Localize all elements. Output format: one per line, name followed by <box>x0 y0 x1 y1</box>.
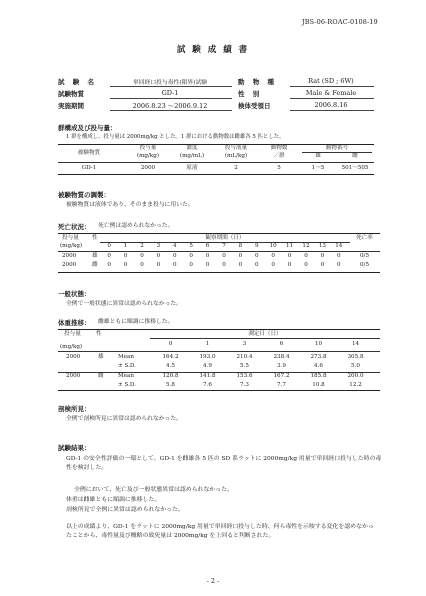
death-day-header: 10 <box>269 243 277 249</box>
weight-row-stat: Mean <box>118 354 134 360</box>
death-row-rate: 0/5 <box>360 262 370 268</box>
weight-row-value: 4.9 <box>203 362 212 369</box>
weight-row-value: 5.5 <box>240 362 249 369</box>
animal-value: Rat (SD ; 6W) <box>308 77 354 85</box>
col-dose: 投与量 <box>139 145 157 151</box>
weight-row-value: 3.9 <box>277 362 286 369</box>
sex-value: Male & Female <box>305 89 357 97</box>
death-row-value: 0 <box>140 253 144 259</box>
header-row-3 <box>58 101 378 111</box>
weight-row-value: 120.8 <box>162 373 179 379</box>
death-day-header: 0 <box>107 243 111 249</box>
weight-row-dose: 2000 <box>66 373 81 379</box>
weight-row-value: 305.8 <box>347 354 364 360</box>
death-day-header: 2 <box>140 243 144 249</box>
conclusion-heading: 試験結果： <box>58 444 91 452</box>
weight-heading: 体重推移： <box>58 319 91 327</box>
conclusion-p2a: 全例において、死亡及び一般状態異常は認められなかった。 <box>74 487 233 493</box>
row-animals: 5 <box>277 165 281 171</box>
row-male-ids: 1～5 <box>311 165 325 171</box>
row-substance: GD-1 <box>81 165 97 171</box>
weight-day-header: 1 <box>205 341 210 347</box>
weight-days-label: 測定日（日） <box>248 331 282 337</box>
death-unit: (mg/kg) <box>60 243 83 249</box>
weight-row-value: 210.4 <box>236 354 253 360</box>
death-row-dose: 2000 <box>62 253 77 259</box>
death-row-value: 0 <box>255 262 259 268</box>
death-row-value: 0 <box>271 253 275 259</box>
report-date-label: 検体受領日 <box>238 102 271 110</box>
death-row-sex: 雌 <box>92 262 98 268</box>
page-number: - 2 - <box>206 577 220 585</box>
conclusion-p3: 以上の成績より、GD-1 をラットに 2000mg/kg 用量で単回経口投与した時、何ら毒性を示唆する変化を認めなかったことから、毒性量及び概略の致死量は 2000mg/kg を上回ると判断された。 <box>66 524 374 539</box>
conclusion-p2c: 剖検所見で全例に異常は認められなかった。 <box>66 507 184 513</box>
weight-row-value: 193.0 <box>199 354 216 360</box>
death-row-value: 0 <box>287 253 292 259</box>
death-row-value: 0 <box>173 262 177 268</box>
death-row-value: 0 <box>271 262 275 268</box>
death-row-value: 0 <box>189 262 193 268</box>
subcol-female: 雌 <box>352 153 358 159</box>
death-row-value: 0 <box>156 262 161 268</box>
conclusion-p2b: 体重は雌雄ともに順調に推移した。 <box>66 497 161 503</box>
document-id: JBS-06-ROAC-0108-19 <box>302 18 378 26</box>
death-row-value: 0 <box>337 262 341 268</box>
weight-row-value: 7.6 <box>203 381 212 388</box>
weight-row-stat: ± S.D. <box>118 381 136 388</box>
death-heading: 死亡状況： <box>58 223 91 231</box>
weight-sex-label: 性 <box>96 331 102 337</box>
weight-dose-label: 投与量 <box>64 331 81 337</box>
weight-row-stat: Mean <box>118 373 134 379</box>
general-text: 全例で一般状態に異常は認められなかった。 <box>66 301 182 307</box>
weight-row-value: 153.6 <box>236 373 253 379</box>
row-conc: 原液 <box>186 165 198 171</box>
death-sex-label: 性 <box>92 235 98 241</box>
death-row-value: 0 <box>107 253 111 259</box>
death-row-dose: 2000 <box>62 262 77 268</box>
group-description: 1 群を構成し、投与量は 2000mg/kg とした。1 群における動物数は雌雄各 5 匹とした。 <box>66 134 285 140</box>
header-row-1 <box>58 77 378 87</box>
death-rate-label: 死亡率 <box>356 235 373 241</box>
death-row-rate: 0/5 <box>360 253 370 259</box>
weight-row-value: 238.4 <box>273 354 290 360</box>
weight-row-value: 7.3 <box>240 381 249 388</box>
prep-heading: 被験物質の調製： <box>58 191 110 199</box>
test-name-label: 試 験 名 <box>58 78 98 86</box>
death-row-value: 0 <box>205 262 210 268</box>
death-day-header: 7 <box>222 243 226 249</box>
report-date-value: 2006.8.16 <box>314 101 348 109</box>
row-female-ids: 501～505 <box>341 165 369 171</box>
death-day-header: 5 <box>189 243 193 249</box>
weight-row-value: 5.8 <box>166 381 175 388</box>
weight-row-stat: ± S.D. <box>118 362 136 369</box>
unit-conc: (mg/mL) <box>179 153 205 159</box>
death-summary: 死亡例は認められなかった。 <box>98 223 174 229</box>
death-day-header: 14 <box>335 243 343 249</box>
death-dose-label: 投与量 <box>62 235 79 241</box>
death-row-value: 0 <box>287 262 292 268</box>
weight-row-value: 7.7 <box>277 381 286 388</box>
death-row-sex: 雄 <box>92 253 98 259</box>
death-row-value: 0 <box>107 262 111 268</box>
col-substance: 被験物質 <box>77 150 101 156</box>
death-row-value: 0 <box>140 262 144 268</box>
autopsy-text: 全例で剖検所見に異常は認められなかった。 <box>66 416 182 422</box>
row-volume: 2 <box>234 165 238 171</box>
death-row-value: 0 <box>337 253 341 259</box>
weight-summary: 雌雄ともに順調に推移した。 <box>98 319 174 325</box>
weight-row-value: 273.8 <box>310 354 327 360</box>
period-label: 実施期間 <box>58 102 84 110</box>
subcol-male: 雄 <box>315 153 321 159</box>
autopsy-heading: 剖検所見： <box>58 405 91 413</box>
death-day-header: 13 <box>318 243 326 249</box>
death-row-value: 0 <box>320 253 325 259</box>
weight-row-value: 141.8 <box>199 373 216 379</box>
weight-row-value: 185.8 <box>310 373 327 379</box>
weight-row-value: 200.0 <box>347 373 364 379</box>
general-heading: 一般状態： <box>58 290 91 298</box>
page-title: 試 験 成 績 書 <box>176 45 250 55</box>
death-row-value: 0 <box>255 253 259 259</box>
row-dose: 2000 <box>140 165 156 171</box>
death-day-header: 4 <box>173 243 177 249</box>
substance-label: 試験物質 <box>58 90 84 98</box>
death-row-value: 0 <box>304 262 308 268</box>
weight-unit: (mg/kg) <box>60 344 83 350</box>
weight-row-sex: 雌 <box>98 373 104 379</box>
col-conc: 濃度 <box>186 145 198 151</box>
sex-label: 性 別 <box>238 90 263 98</box>
weight-day-header: 10 <box>314 341 323 347</box>
weight-day-header: 0 <box>168 341 173 347</box>
weight-row-value: 4.6 <box>314 362 323 369</box>
weight-row-value: 164.2 <box>162 354 179 360</box>
weight-row-value: 5.0 <box>351 362 360 369</box>
col-animal-ids: 動物番号 <box>325 145 349 151</box>
group-heading: 群構成及び投与量： <box>58 124 117 132</box>
animal-label: 動 物 種 <box>238 78 278 86</box>
death-row-value: 0 <box>320 262 325 268</box>
death-row-value: 0 <box>123 262 128 268</box>
col-animals: 動物数 <box>270 145 288 151</box>
death-row-value: 0 <box>189 253 193 259</box>
death-row-value: 0 <box>173 253 177 259</box>
weight-day-header: 14 <box>351 341 360 347</box>
death-day-header: 8 <box>238 243 243 249</box>
weight-row-dose: 2000 <box>66 354 81 360</box>
substance-value: GD-1 <box>161 89 179 97</box>
weight-day-header: 6 <box>279 341 284 347</box>
death-row-value: 0 <box>222 262 226 268</box>
header-row-2 <box>58 89 378 99</box>
death-row-value: 0 <box>156 253 161 259</box>
death-day-header: 9 <box>255 243 259 249</box>
death-days-label: 観察期間（日） <box>205 235 245 241</box>
prep-text: 被験物質は液体であり、そのまま投与に用いた。 <box>66 202 194 208</box>
death-row-value: 0 <box>304 253 308 259</box>
weight-row-value: 4.5 <box>166 362 175 369</box>
weight-row-value: 10.8 <box>312 381 325 388</box>
death-day-header: 11 <box>286 243 294 249</box>
death-day-header: 3 <box>156 243 161 249</box>
col-volume: 投与液量 <box>224 145 248 151</box>
weight-row-value: 12.2 <box>349 381 362 388</box>
weight-row-sex: 雄 <box>98 354 104 360</box>
unit-volume: (mL/kg) <box>224 153 248 159</box>
death-row-value: 0 <box>123 253 128 259</box>
death-row-value: 0 <box>238 253 243 259</box>
death-row-value: 0 <box>205 253 210 259</box>
death-day-header: 6 <box>205 243 210 249</box>
conclusion-p1: GD-1 の安全性評価の一環として、GD-1 を雌雄各 5 匹の SD 系ラットに 2000mg/kg 用量で単回経口投与した時の毒性を検討した。 <box>66 456 382 471</box>
unit-dose: (mg/kg) <box>136 153 160 159</box>
unit-animals: ／群 <box>273 153 285 159</box>
test-name-value: 単回経口投与毒性(限界)試験 <box>132 80 208 86</box>
weight-day-header: 3 <box>242 341 247 347</box>
weight-row-value: 167.2 <box>273 373 290 379</box>
death-row-value: 0 <box>238 262 243 268</box>
period-value: 2006.8.23 ～2006.9.12 <box>132 102 208 110</box>
death-day-header: 12 <box>302 243 310 249</box>
death-row-value: 0 <box>222 253 226 259</box>
death-day-header: 1 <box>123 243 128 249</box>
